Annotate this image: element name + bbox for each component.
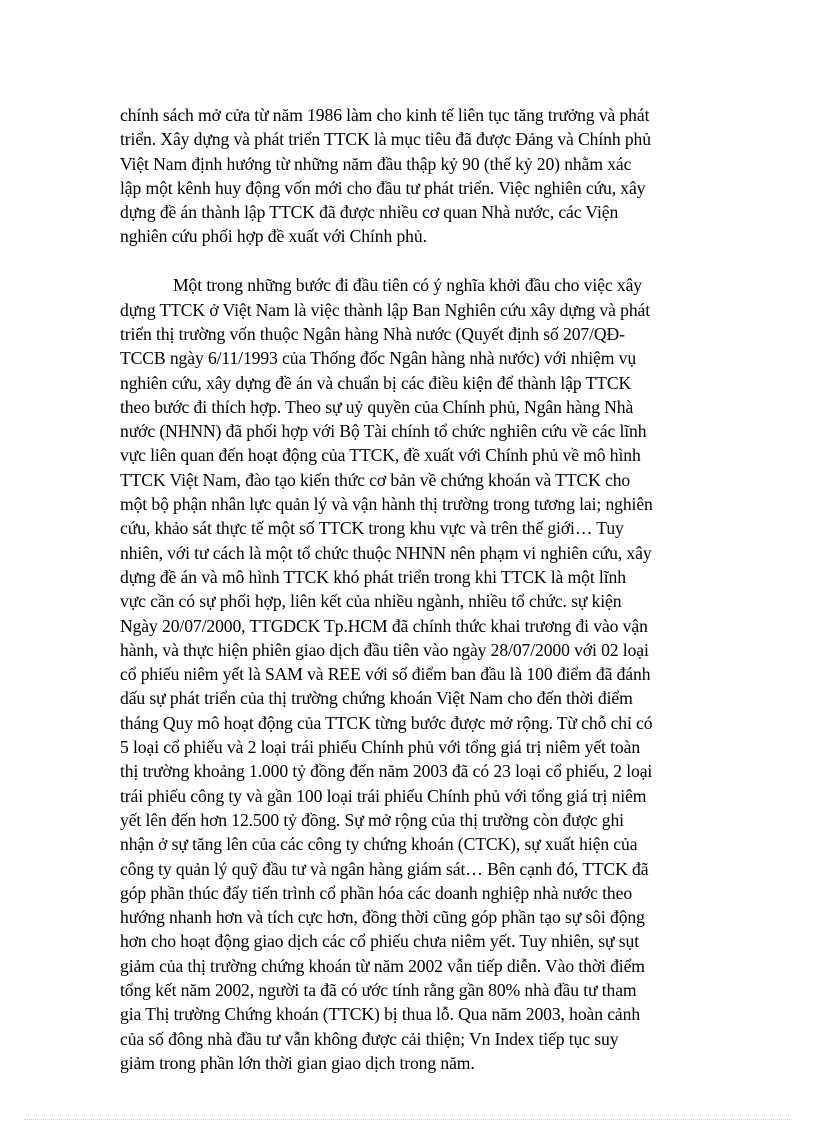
text-line: TTCK Việt Nam, đào tạo kiến thức cơ bản về chứng khoán và TTCK cho [120, 469, 631, 490]
text-line: giảm của thị trường chứng khoán từ năm 2002 vẫn tiếp diễn. Vào thời điểm [120, 955, 645, 976]
text-line: dấu sự phát triển của thị trường chứng khoán Việt Nam cho đến thời điểm [120, 688, 633, 709]
text-line: nghiên cứu phối hợp đề xuất với Chính phủ. [120, 226, 427, 247]
body-text [120, 103, 700, 1075]
text-line: dựng đề án và mô hình TTCK khó phát triển trong khi TTCK là một lĩnh [120, 566, 626, 587]
text-line: Việt Nam định hướng từ những năm đầu thập kỷ 90 (thế kỷ 20) nhằm xác [120, 153, 632, 174]
text-line: cứu, khảo sát thực tế một số TTCK trong khu vực và trên thế giới… Tuy [120, 518, 624, 539]
text-line: theo bước đi thích hợp. Theo sự uỷ quyền của Chính phủ, Ngân hàng Nhà [120, 396, 634, 417]
text-line: cổ phiếu niêm yết là SAM và REE với số điểm ban đầu là 100 điểm đã đánh [120, 664, 651, 685]
text-line: tháng Quy mô hoạt động của TTCK từng bước được mở rộng. Từ chỗ chỉ có [120, 712, 653, 733]
paragraph-2 [120, 273, 700, 1075]
text-line: nước (NHNN) đã phối hợp với Bộ Tài chính tổ chức nghiên cứu về các lĩnh [120, 421, 647, 442]
text-line: gia Thị trường Chứng khoán (TTCK) bị thua lỗ. Qua năm 2003, hoàn cảnh [120, 1004, 641, 1025]
text-line: nhiên, với tư cách là một tổ chức thuộc NHNN nên phạm vi nghiên cứu, xây [120, 542, 652, 563]
text-line: công ty quản lý quỹ đầu tư và ngân hàng giám sát… Bên cạnh đó, TTCK đã [120, 858, 649, 879]
text-line: thị trường khoảng 1.000 tỷ đồng đến năm 2003 đã có 23 loại cổ phiếu, 2 loại [120, 761, 653, 782]
text-line: TCCB ngày 6/11/1993 của Thống đốc Ngân hàng nhà nước) với nhiệm vụ [120, 348, 637, 369]
text-line: lập một kênh huy động vốn mới cho đầu tư phát triển. Việc nghiên cứu, xây [120, 177, 646, 198]
text-line: hơn cho hoạt động giao dịch các cổ phiếu chưa niêm yết. Tuy nhiên, sự sụt [120, 931, 639, 952]
text-line: một bộ phận nhân lực quản lý và vận hành thị trường trong tương lai; nghiên [120, 494, 653, 515]
text-line: góp phần thúc đẩy tiến trình cổ phần hóa các doanh nghiệp nhà nước theo [120, 882, 633, 903]
text-line: yết lên đến hơn 12.500 tỷ đồng. Sự mở rộng của thị trường còn được ghi [120, 809, 624, 830]
text-line: hướng nhanh hơn và tích cực hơn, đồng thời cũng góp phần tạo sự sôi động [120, 907, 645, 928]
text-line: giảm trong phần lớn thời gian giao dịch trong năm. [120, 1052, 475, 1073]
text-line: nghiên cứu, xây dựng đề án và chuẩn bị các điều kiện để thành lập TTCK [120, 372, 632, 393]
text-line: vực liên quan đến hoạt động của TTCK, đề xuất với Chính phủ về mô hình [120, 445, 641, 466]
text-line: 5 loại cổ phiếu và 2 loại trái phiếu Chính phủ với tổng giá trị niêm yết toàn [120, 737, 641, 758]
paragraph-gap [120, 249, 700, 274]
text-line: dựng đề án thành lập TTCK đã được nhiều cơ quan Nhà nước, các Viện [120, 202, 619, 223]
page-bottom-rule [24, 1119, 792, 1120]
text-line: chính sách mở cửa từ năm 1986 làm cho kinh tế liên tục tăng trưởng và phát [120, 105, 650, 125]
text-line: triển. Xây dựng và phát triển TTCK là mục tiêu đã được Đảng và Chính phủ [120, 129, 651, 150]
text-line: của số đông nhà đầu tư vẫn không được cải thiện; Vn Index tiếp tục suy [120, 1028, 619, 1049]
text-line: tổng kết năm 2002, người ta đã có ước tính rằng gần 80% nhà đầu tư tham [120, 979, 637, 1000]
text-line: trái phiếu công ty và gần 100 loại trái phiếu Chính phủ với tổng giá trị niêm [120, 785, 647, 806]
text-line: hành, và thực hiện phiên giao dịch đầu tiên vào ngày 28/07/2000 với 02 loại [120, 639, 649, 660]
text-line: dựng TTCK ở Việt Nam là việc thành lập Ban Nghiên cứu xây dựng và phát [120, 299, 651, 320]
text-line: triển thị trường vốn thuộc Ngân hàng Nhà nước (Quyết định số 207/QĐ- [120, 323, 625, 344]
text-line: nhận ở sự tăng lên của các công ty chứng khoán (CTCK), sự xuất hiện của [120, 834, 638, 855]
text-line: Một trong những bước đi đầu tiên có ý nghĩa khởi đầu cho việc xây [173, 275, 642, 296]
paragraph-1 [120, 103, 700, 249]
text-line: Ngày 20/07/2000, TTGDCK Tp.HCM đã chính thức khai trương đi vào vận [120, 615, 648, 636]
text-line: vực cần có sự phối hợp, liên kết của nhiều ngành, nhiều tổ chức. sự kiện [120, 591, 622, 612]
